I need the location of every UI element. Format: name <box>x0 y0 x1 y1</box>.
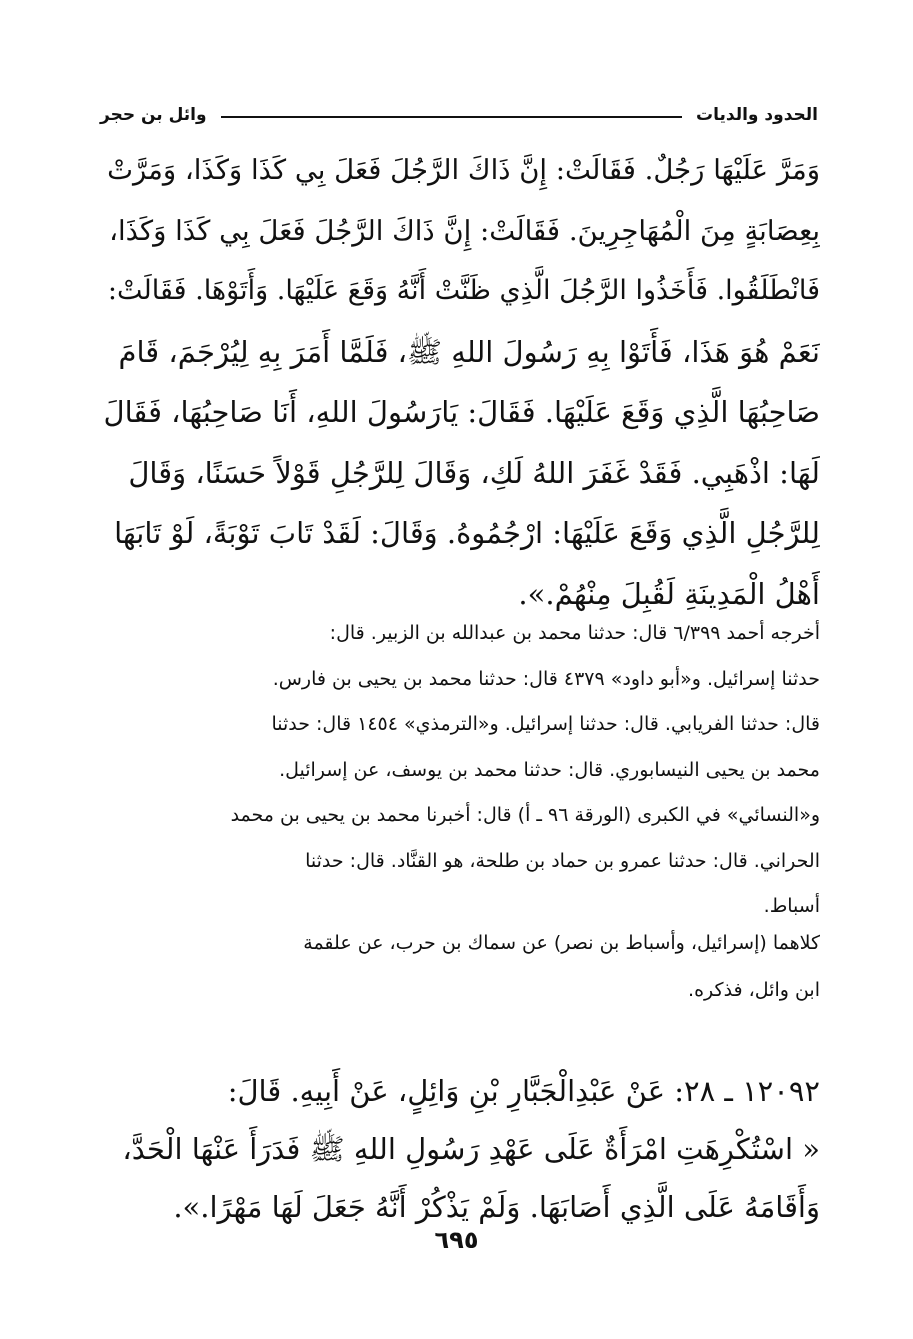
takhrij-notes <box>100 611 820 930</box>
hadith-line: أَهْلُ الْمَدِينَةِ لَقُبِلَ مِنْهُمْ.». <box>518 576 820 611</box>
running-head <box>100 100 818 130</box>
hadith-12092 <box>100 1062 820 1236</box>
hadith-line: فَانْطَلَقُوا. فَأَخَذُوا الرَّجُلَ الَّذِي ظَنَّتْ أَنَّهُ وَقَعَ عَلَيْهَا. وَأَتَوْهَا. فَقَالَتْ: <box>107 275 820 306</box>
hadith-line: لِلرَّجُلِ الَّذِي وَقَعَ عَلَيْهَا: ارْجُمُوهُ. وَقَالَ: لَقَدْ تَابَ تَوْبَةً، لَوْ تَابَهَا <box>114 516 820 550</box>
hadith-line: « اسْتُكْرِهَتِ امْرَأَةٌ عَلَى عَهْدِ رَسُولِ اللهِ ﷺ فَدَرَأَ عَنْهَا الْحَدَّ، <box>122 1132 820 1166</box>
hadith-line: صَاحِبُهَا الَّذِي وَقَعَ عَلَيْهَا. فَقَالَ: يَارَسُولَ اللهِ، أَنَا صَاحِبُهَا، فَقَالَ <box>103 395 820 429</box>
hadith-line: لَهَا: اذْهَبِي. فَقَدْ غَفَرَ اللهُ لَكِ، وَقَالَ لِلرَّجُلِ قَوْلاً حَسَنًا، وَقَالَ <box>128 455 820 490</box>
note-line: محمد بن يحيى النيسابوري. قال: حدثنا محمد بن يوسف، عن إسرائيل. <box>279 758 820 781</box>
isnad-summary-note <box>100 920 820 1014</box>
hadith-line: وَمَرَّ عَلَيْهَا رَجُلٌ. فَقَالَتْ: إِنَّ ذَاكَ الرَّجُلَ فَعَلَ بِي كَذَا وَكَذَا، وَمَرَّتْ <box>107 154 820 186</box>
hadith-line: ١٢٠٩٢ ـ ٢٨: عَنْ عَبْدِالْجَبَّارِ بْنِ وَائِلٍ، عَنْ أَبِيهِ. قَالَ: <box>227 1074 820 1108</box>
hadith-line: وَأَقَامَهُ عَلَى الَّذِي أَصَابَهَا. وَلَمْ يَذْكُرْ أَنَّهُ جَعَلَ لَهَا مَهْرًا.». <box>173 1190 820 1224</box>
page-number: ٦٩٥ <box>434 1226 479 1254</box>
header-chapter-title: الحدود والديات <box>696 105 818 125</box>
header-narrator-name: وائل بن حجر <box>100 105 207 125</box>
note-line: أخرجه أحمد ٦/٣٩٩ قال: حدثنا محمد بن عبدالله بن الزبير. قال: <box>329 622 820 644</box>
note-line: و«النسائي» في الكبرى (الورقة ٩٦ ـ أ) قال: أخبرنا محمد بن يحيى بن محمد <box>230 804 820 826</box>
hadith-line: بِعِصَابَةٍ مِنَ الْمُهَاجِرِينَ. فَقَالَتْ: إِنَّ ذَاكَ الرَّجُلَ فَعَلَ بِي كَذَا وَكَذَا، <box>109 214 820 247</box>
hadith-line: نَعَمْ هُوَ هَذَا، فَأَتَوْا بِهِ رَسُولَ اللهِ ﷺ، فَلَمَّا أَمَرَ بِهِ لِيُرْجَمَ، قَامَ <box>118 334 820 369</box>
note-line: قال: حدثنا الفريابي. قال: حدثنا إسرائيل. و«الترمذي» ١٤٥٤ قال: حدثنا <box>271 713 820 735</box>
note-line: كلاهما (إسرائيل، وأسباط بن نصر) عن سماك بن حرب، عن علقمة <box>303 932 820 954</box>
header-rule <box>221 116 682 118</box>
note-line: أسباط. <box>763 895 820 917</box>
note-line: ابن وائل، فذكره. <box>688 979 820 1001</box>
note-line: حدثنا إسرائيل. و«أبو داود» ٤٣٧٩ قال: حدثنا محمد بن يحيى بن فارس. <box>272 667 820 690</box>
note-line: الحراني. قال: حدثنا عمرو بن حماد بن طلحة، هو القنَّاد. قال: حدثنا <box>305 849 820 872</box>
hadith-text-continuation <box>100 140 820 624</box>
